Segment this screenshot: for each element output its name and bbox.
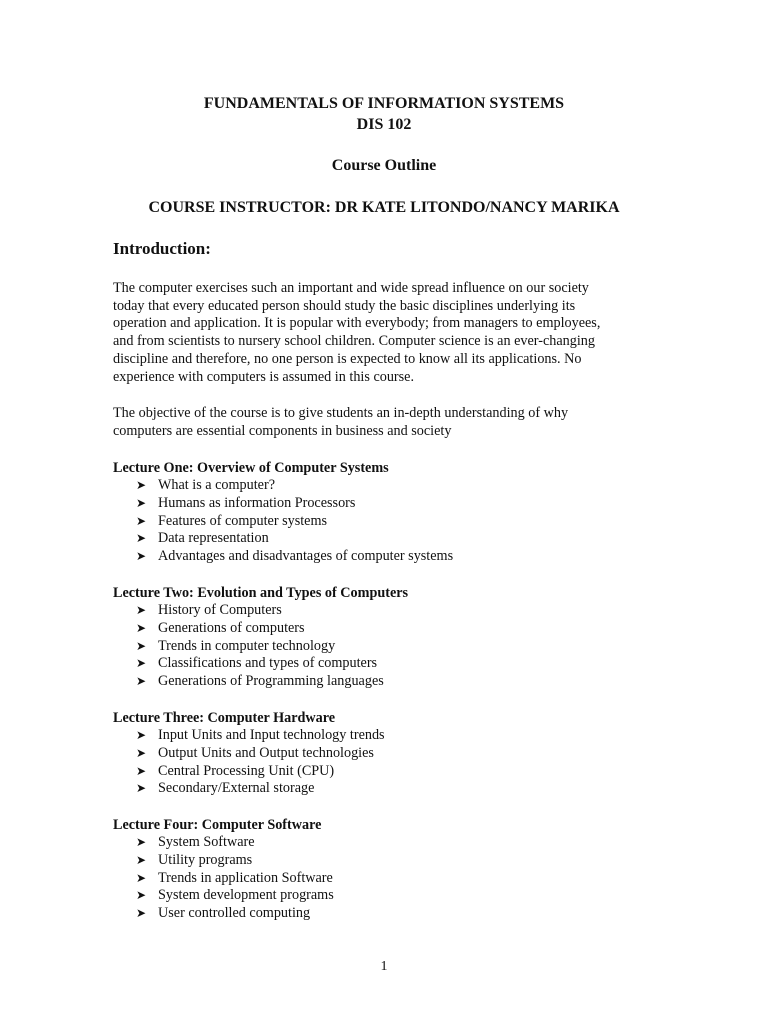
list-item	[113, 887, 673, 905]
arrow-bullet-icon: ➤	[136, 906, 147, 921]
list-item-text: Input Units and Input technology trends	[158, 727, 385, 743]
arrow-bullet-icon: ➤	[136, 835, 147, 849]
paragraph-line: operation and application. It is popular with everybody; from managers to employees,	[113, 315, 601, 332]
list-item-text: System development programs	[158, 887, 334, 904]
list-item	[113, 745, 673, 763]
list-item	[113, 620, 673, 638]
lecture-three-topics	[113, 727, 673, 798]
list-item-text: History of Computers	[158, 602, 282, 618]
list-item-text: Central Processing Unit (CPU)	[158, 762, 335, 779]
arrow-bullet-icon: ➤	[136, 870, 147, 885]
list-item	[113, 905, 673, 923]
list-item-text: System Software	[158, 834, 255, 850]
arrow-bullet-icon: ➤	[136, 638, 147, 653]
arrow-bullet-icon: ➤	[136, 513, 147, 528]
lecture-four-section	[113, 816, 673, 923]
list-item	[113, 530, 673, 548]
arrow-bullet-icon: ➤	[136, 549, 147, 564]
list-item-text: Classifications and types of computers	[158, 655, 378, 672]
paragraph-line: The objective of the course is to give students an in-depth understanding of why	[113, 405, 569, 421]
page-number: 1	[380, 959, 388, 974]
introduction-paragraph	[113, 280, 653, 386]
list-item	[113, 852, 673, 870]
paragraph-line: today that every educated person should study the basic disciplines underlying its	[113, 297, 576, 314]
list-item-text: What is a computer?	[158, 477, 275, 493]
lecture-one-title: Lecture One: Overview of Computer Systems	[113, 460, 389, 476]
lecture-four-title: Lecture Four: Computer Software	[113, 817, 322, 833]
arrow-bullet-icon: ➤	[136, 745, 147, 760]
arrow-bullet-icon: ➤	[136, 531, 147, 546]
list-item-text: Features of computer systems	[158, 512, 328, 529]
introduction-heading: Introduction:	[113, 239, 211, 258]
list-item-text: Generations of computers	[158, 619, 305, 636]
course-title: FUNDAMENTALS OF INFORMATION SYSTEMS	[203, 95, 565, 112]
list-item-text: Secondary/External storage	[158, 780, 315, 797]
list-item	[113, 602, 673, 620]
list-item	[113, 655, 673, 673]
arrow-bullet-icon: ➤	[136, 888, 147, 903]
list-item	[113, 870, 673, 888]
course-instructor: COURSE INSTRUCTOR: DR KATE LITONDO/NANCY MARIKA	[148, 199, 620, 216]
arrow-bullet-icon: ➤	[136, 620, 147, 635]
list-item	[113, 834, 673, 852]
list-item	[113, 763, 673, 781]
arrow-bullet-icon: ➤	[136, 763, 147, 778]
list-item-text: Advantages and disadvantages of computer systems	[158, 548, 454, 565]
arrow-bullet-icon: ➤	[136, 852, 147, 867]
list-item	[113, 638, 673, 656]
paragraph-line: and from scientists to nursery school children. Computer science is an ever-changing	[113, 333, 595, 350]
list-item	[113, 727, 673, 745]
lecture-two-title: Lecture Two: Evolution and Types of Computers	[113, 585, 409, 601]
list-item-text: User controlled computing	[158, 905, 311, 922]
course-outline-subtitle: Course Outline	[331, 157, 437, 174]
arrow-bullet-icon: ➤	[136, 478, 147, 492]
course-code: DIS 102	[356, 116, 412, 133]
list-item-text: Trends in computer technology	[158, 637, 336, 654]
lecture-four-topics	[113, 834, 673, 923]
lecture-one-section	[113, 459, 673, 566]
arrow-bullet-icon: ➤	[136, 674, 147, 689]
objective-paragraph	[113, 405, 653, 440]
list-item	[113, 513, 673, 531]
list-item-text: Utility programs	[158, 851, 253, 868]
list-item	[113, 477, 673, 495]
lecture-two-section	[113, 584, 673, 691]
paragraph-line: discipline and therefore, no one person is expected to know all its applications. No	[113, 350, 582, 367]
arrow-bullet-icon: ➤	[136, 728, 147, 742]
list-item-text: Data representation	[158, 530, 269, 547]
list-item	[113, 548, 673, 566]
list-item-text: Output Units and Output technologies	[158, 744, 374, 761]
arrow-bullet-icon: ➤	[136, 603, 147, 617]
list-item	[113, 673, 673, 691]
arrow-bullet-icon: ➤	[136, 781, 147, 796]
list-item	[113, 495, 673, 513]
arrow-bullet-icon: ➤	[136, 656, 147, 671]
lecture-three-section	[113, 709, 673, 798]
list-item-text: Trends in application Software	[158, 869, 333, 886]
list-item-text: Generations of Programming languages	[158, 673, 384, 690]
list-item-text: Humans as information Processors	[158, 494, 356, 511]
paragraph-line: experience with computers is assumed in this course.	[113, 368, 415, 385]
arrow-bullet-icon: ➤	[136, 495, 147, 510]
paragraph-line: computers are essential components in business and society	[113, 422, 452, 439]
lecture-one-topics	[113, 477, 673, 566]
list-item	[113, 780, 673, 798]
lecture-three-title: Lecture Three: Computer Hardware	[113, 710, 336, 726]
lecture-two-topics	[113, 602, 673, 691]
paragraph-line: The computer exercises such an important and wide spread influence on our society	[113, 280, 589, 296]
